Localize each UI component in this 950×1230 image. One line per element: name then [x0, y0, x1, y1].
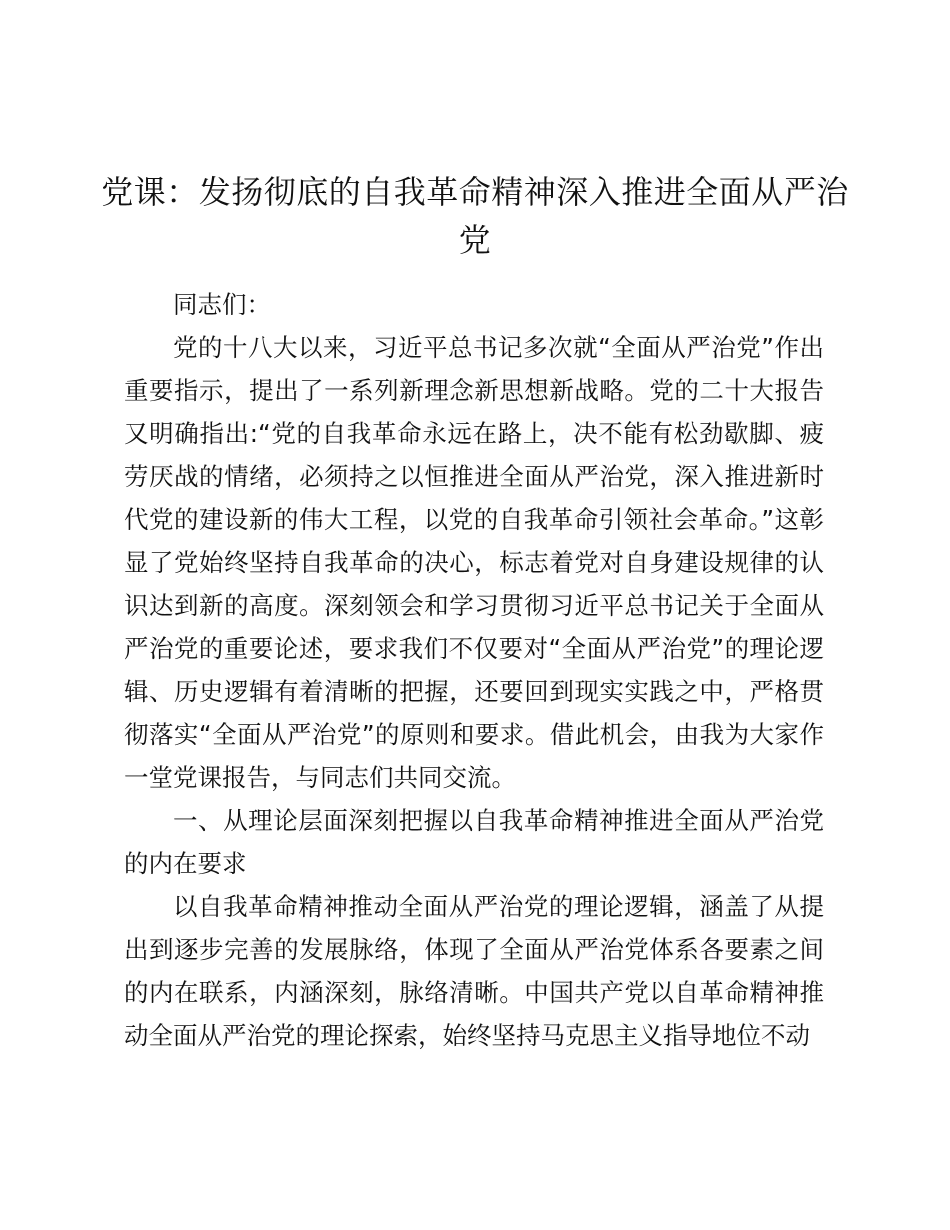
paragraph-section-one: 以自我革命精神推动全面从严治党的理论逻辑，涵盖了从提出到逐步完善的发展脉络，体现了全面从严治党体系各要素之间的内在联系，内涵深刻，脉络清晰。中国共产党以自革命精神推动全面从严治党的理论探索，始终坚持马克思主义指导地位不动 — [124, 892, 824, 1050]
document-title: 党课：发扬彻底的自我革命精神深入推进全面从严治党 — [101, 173, 849, 259]
salutation: 同志们： — [173, 290, 271, 319]
section-heading: 一、从理论层面深刻把握以自我革命精神推进全面从严治党的内在要求 — [124, 806, 824, 878]
document-body — [124, 283, 824, 1057]
paragraph-intro: 党的十八大以来，习近平总书记多次就“全面从严治党”作出重要指示，提出了一系列新理念新思想新战略。党的二十大报告又明确指出:“党的自我革命永远在路上，决不能有松劲歇脚、疲劳厌战的情绪，必须持之以恒推进全面从严治党，深入推进新时代党的建设新的伟大工程，以党的自我革命引领社会革命。”这彰显了党始终坚持自我革命的决心，标志着党对自身建设规律的认识达到新的高度。深刻领会和学习贯彻习近平总书记关于全面从严治党的重要论述，要求我们不仅要对“全面从严治党”的理论逻辑、历史逻辑有着清晰的把握，还要回到现实实践之中，严格贯彻落实“全面从严治党”的原则和要求。借此机会，由我为大家作一堂党课报告，与同志们共同交流。 — [124, 333, 824, 792]
